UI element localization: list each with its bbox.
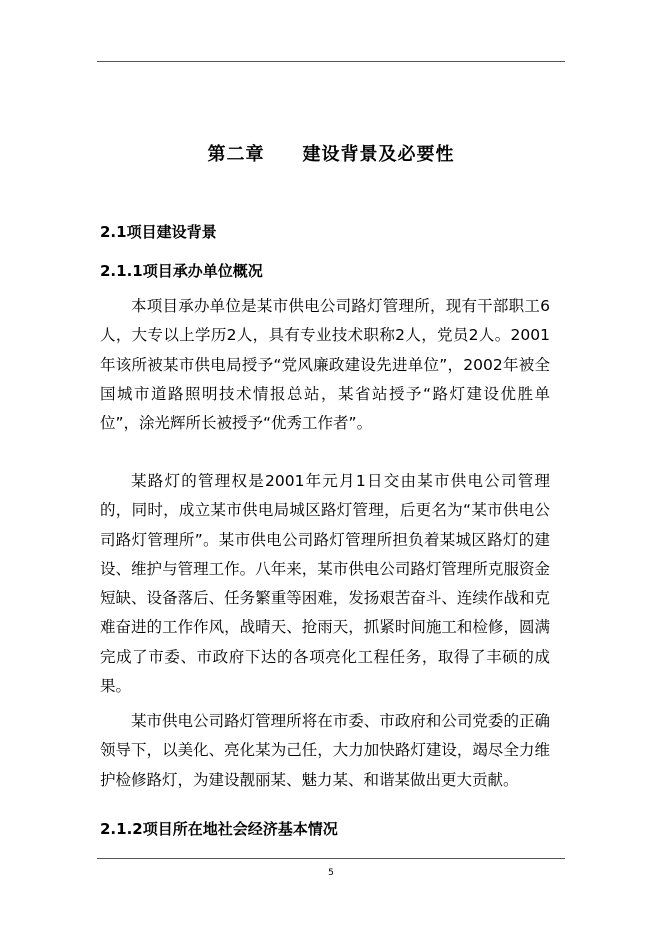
paragraph-organization-overview: 本项目承办单位是某市供电公司路灯管理所，现有干部职工6人，大专以上学历2人，具有专业技术职称2人，党员2人。2001年该所被某市供电局授予“党风廉政建设先进单位”，2002年被全国城市道路照明技术情报总站，某省站授予“路灯建设优胜单位”，涂光辉所长被授予“优秀工作者”。 xyxy=(100,297,550,433)
page-number: 5 xyxy=(328,868,334,878)
section-heading-2-1-1: 2.1.1项目承办单位概况 xyxy=(100,262,263,280)
section-heading-2-1-2: 2.1.2项目所在地社会经济基本情况 xyxy=(100,820,338,838)
section-heading-2-1: 2.1项目建设背景 xyxy=(100,223,217,241)
header-rule xyxy=(97,61,565,62)
chapter-title: 第二章 建设背景及必要性 xyxy=(207,144,455,165)
paragraph-future-goals: 某市供电公司路灯管理所将在市委、市政府和公司党委的正确领导下，以美化、亮化某为己任，大力加快路灯建设，竭尽全力维护检修路灯，为建设靓丽某、魅力某、和谐某做出更大贡献。 xyxy=(100,712,550,789)
footer-rule xyxy=(97,858,565,859)
paragraph-management-history: 某路灯的管理权是2001年元月1日交由某市供电公司管理的，同时，成立某市供电局城区路灯管理，后更名为“某市供电公司路灯管理所”。某市供电公司路灯管理所担负着某城区路灯的建设、维护与管理工作。八年来，某市供电公司路灯管理所克服资金短缺、设备落后、任务繁重等困难，发扬艰苦奋斗、连续作战和克难奋进的工作作风，战晴天、抢雨天，抓紧时间施工和检修，圆满完成了市委、市政府下达的各项亮化工程任务，取得了丰硕的成果。 xyxy=(100,472,550,696)
